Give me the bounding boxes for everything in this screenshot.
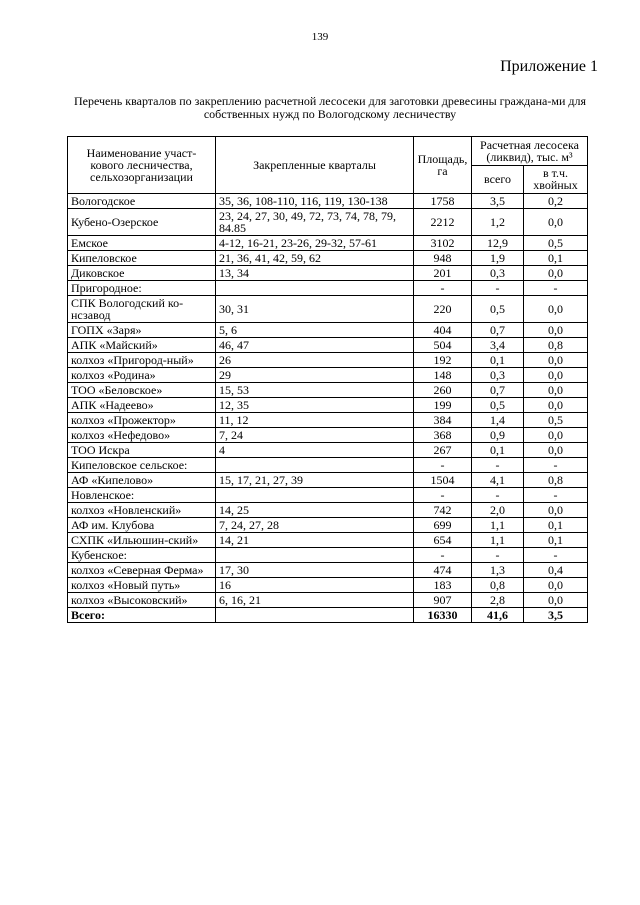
cell-total: 3,4 (472, 338, 524, 353)
cell-conif: 0,2 (524, 194, 588, 209)
cell-area: 907 (414, 593, 472, 608)
cell-quarters: 26 (216, 353, 414, 368)
cell-total: 12,9 (472, 236, 524, 251)
cell-total: 41,6 (472, 608, 524, 623)
cell-name: колхоз «Нефедово» (68, 428, 216, 443)
cell-quarters: 29 (216, 368, 414, 383)
cell-area: 267 (414, 443, 472, 458)
cell-name: АФ «Кипелово» (68, 473, 216, 488)
table-row (68, 518, 588, 533)
table-row (68, 413, 588, 428)
cell-quarters: 15, 53 (216, 383, 414, 398)
cell-name: Емское (68, 236, 216, 251)
cell-area: 183 (414, 578, 472, 593)
cell-total: 1,2 (472, 209, 524, 236)
table-row (68, 443, 588, 458)
cell-area: - (414, 458, 472, 473)
cell-quarters (216, 458, 414, 473)
cell-quarters: 17, 30 (216, 563, 414, 578)
cell-quarters (216, 488, 414, 503)
header-quarters: Закрепленные кварталы (216, 137, 414, 194)
cell-name: колхоз «Новый путь» (68, 578, 216, 593)
cell-area: 654 (414, 533, 472, 548)
table-row (68, 473, 588, 488)
cell-conif: - (524, 458, 588, 473)
cell-conif: 0,0 (524, 503, 588, 518)
cell-total: 3,5 (472, 194, 524, 209)
page-number: 139 (311, 31, 329, 43)
cell-area: - (414, 548, 472, 563)
cell-total: 0,5 (472, 398, 524, 413)
cell-area: 742 (414, 503, 472, 518)
cell-area: 16330 (414, 608, 472, 623)
cell-conif: 0,1 (524, 533, 588, 548)
cell-conif: 0,0 (524, 398, 588, 413)
cell-total: 1,9 (472, 251, 524, 266)
cell-quarters: 14, 25 (216, 503, 414, 518)
cell-quarters: 5, 6 (216, 323, 414, 338)
cell-quarters: 4-12, 16-21, 23-26, 29-32, 57-61 (216, 236, 414, 251)
table-row (68, 209, 588, 236)
cell-total: - (472, 458, 524, 473)
cell-area: 2212 (414, 209, 472, 236)
table-row (68, 251, 588, 266)
cell-conif: 0,0 (524, 209, 588, 236)
cell-area: 220 (414, 296, 472, 323)
cell-name: Кубено-Озерское (68, 209, 216, 236)
cell-name: ТОО Искра (68, 443, 216, 458)
cell-conif: - (524, 488, 588, 503)
cell-total: 0,7 (472, 323, 524, 338)
quarters-table (67, 136, 588, 623)
appendix-label: Приложение 1 (500, 58, 598, 75)
cell-total: 1,1 (472, 533, 524, 548)
cell-total: 0,9 (472, 428, 524, 443)
table-row (68, 323, 588, 338)
header-name: Наименование участ-кового лесничества, сельхозорганизации (68, 137, 216, 194)
cell-total: - (472, 548, 524, 563)
cell-conif: 0,0 (524, 266, 588, 281)
cell-conif: 0,1 (524, 518, 588, 533)
table-row (68, 563, 588, 578)
cell-area: - (414, 488, 472, 503)
cell-conif: 0,0 (524, 296, 588, 323)
table-row (68, 236, 588, 251)
cell-quarters: 7, 24 (216, 428, 414, 443)
cell-conif: 3,5 (524, 608, 588, 623)
cell-quarters (216, 548, 414, 563)
cell-total: 1,3 (472, 563, 524, 578)
table-row (68, 338, 588, 353)
table-row (68, 398, 588, 413)
cell-quarters: 13, 34 (216, 266, 414, 281)
cell-conif: 0,0 (524, 353, 588, 368)
cell-area: 1758 (414, 194, 472, 209)
cell-total: 2,0 (472, 503, 524, 518)
table-row (68, 548, 588, 563)
cell-quarters: 14, 21 (216, 533, 414, 548)
cell-area: 3102 (414, 236, 472, 251)
cell-total: 0,3 (472, 266, 524, 281)
cell-name: Диковское (68, 266, 216, 281)
cell-name: Кипеловское сельское: (68, 458, 216, 473)
cell-name: Кипеловское (68, 251, 216, 266)
cell-area: 192 (414, 353, 472, 368)
document-title: Перечень кварталов по закреплению расчетной лесосеки для заготовки древесины граждана-ми для собственных нужд по Вологодскому лесничеству (74, 94, 586, 121)
cell-name: Вологодское (68, 194, 216, 209)
cell-conif: 0,0 (524, 428, 588, 443)
table-row (68, 281, 588, 296)
table-row (68, 368, 588, 383)
cell-area: 368 (414, 428, 472, 443)
cell-name: АФ им. Клубова (68, 518, 216, 533)
cell-total: 1,4 (472, 413, 524, 428)
cell-conif: 0,8 (524, 473, 588, 488)
cell-conif: 0,0 (524, 443, 588, 458)
table-row (68, 458, 588, 473)
cell-quarters: 21, 36, 41, 42, 59, 62 (216, 251, 414, 266)
cell-name: ГОПХ «Заря» (68, 323, 216, 338)
cell-conif: 0,1 (524, 251, 588, 266)
cell-name: колхоз «Новленский» (68, 503, 216, 518)
cell-quarters: 15, 17, 21, 27, 39 (216, 473, 414, 488)
table-row (68, 428, 588, 443)
cell-total: 0,1 (472, 443, 524, 458)
cell-name: колхоз «Прожектор» (68, 413, 216, 428)
cell-conif: 0,0 (524, 323, 588, 338)
cell-quarters: 23, 24, 27, 30, 49, 72, 73, 74, 78, 79, 84.85 (216, 209, 414, 236)
cell-quarters: 35, 36, 108-110, 116, 119, 130-138 (216, 194, 414, 209)
cell-quarters (216, 608, 414, 623)
cell-total: 0,5 (472, 296, 524, 323)
cell-area: 199 (414, 398, 472, 413)
cell-area: 504 (414, 338, 472, 353)
cell-quarters: 6, 16, 21 (216, 593, 414, 608)
cell-quarters: 12, 35 (216, 398, 414, 413)
table-row (68, 383, 588, 398)
cell-name: ТОО «Беловское» (68, 383, 216, 398)
cell-name: СХПК «Ильюшин-ский» (68, 533, 216, 548)
table-row (68, 194, 588, 209)
cell-area: 260 (414, 383, 472, 398)
cell-quarters: 46, 47 (216, 338, 414, 353)
cell-name: колхоз «Высоковский» (68, 593, 216, 608)
cell-quarters (216, 281, 414, 296)
cell-name: Пригородное: (68, 281, 216, 296)
header-area: Площадь, га (414, 137, 472, 194)
cell-conif: 0,0 (524, 368, 588, 383)
cell-total: 2,8 (472, 593, 524, 608)
table-row (68, 578, 588, 593)
cell-conif: 0,4 (524, 563, 588, 578)
cell-total: 0,1 (472, 353, 524, 368)
cell-area: 201 (414, 266, 472, 281)
cell-quarters: 30, 31 (216, 296, 414, 323)
cell-area: 404 (414, 323, 472, 338)
header-conif: в т.ч. хвойных (524, 165, 588, 194)
table-row (68, 296, 588, 323)
cell-name: колхоз «Родина» (68, 368, 216, 383)
table-row (68, 266, 588, 281)
cell-area: - (414, 281, 472, 296)
cell-name: АПК «Майский» (68, 338, 216, 353)
cell-total: - (472, 281, 524, 296)
cell-conif: - (524, 548, 588, 563)
total-row (68, 608, 588, 623)
cell-total: - (472, 488, 524, 503)
cell-quarters: 11, 12 (216, 413, 414, 428)
cell-total: 0,7 (472, 383, 524, 398)
cell-total: 0,8 (472, 578, 524, 593)
table-row (68, 488, 588, 503)
cell-total: 1,1 (472, 518, 524, 533)
cell-quarters: 7, 24, 27, 28 (216, 518, 414, 533)
cell-conif: 0,0 (524, 383, 588, 398)
cell-conif: 0,0 (524, 578, 588, 593)
header-total: всего (472, 165, 524, 194)
cell-area: 1504 (414, 473, 472, 488)
table-row (68, 533, 588, 548)
cell-conif: 0,8 (524, 338, 588, 353)
cell-name: колхоз «Северная Ферма» (68, 563, 216, 578)
table-row (68, 353, 588, 368)
cell-conif: 0,5 (524, 236, 588, 251)
cell-quarters: 16 (216, 578, 414, 593)
table-row (68, 503, 588, 518)
cell-name: Всего: (68, 608, 216, 623)
cell-total: 0,3 (472, 368, 524, 383)
cell-conif: 0,0 (524, 593, 588, 608)
cell-area: 699 (414, 518, 472, 533)
table-row (68, 593, 588, 608)
cell-area: 384 (414, 413, 472, 428)
cell-name: СПК Вологодский ко-нсзавод (68, 296, 216, 323)
cell-area: 474 (414, 563, 472, 578)
cell-total: 4,1 (472, 473, 524, 488)
cell-name: Новленское: (68, 488, 216, 503)
cell-name: колхоз «Пригород-ный» (68, 353, 216, 368)
cell-name: Кубенское: (68, 548, 216, 563)
cell-area: 948 (414, 251, 472, 266)
cell-conif: - (524, 281, 588, 296)
cell-quarters: 4 (216, 443, 414, 458)
header-cut: Расчетная лесосека (ликвид), тыс. м³ (472, 137, 588, 166)
cell-name: АПК «Надеево» (68, 398, 216, 413)
cell-conif: 0,5 (524, 413, 588, 428)
cell-area: 148 (414, 368, 472, 383)
